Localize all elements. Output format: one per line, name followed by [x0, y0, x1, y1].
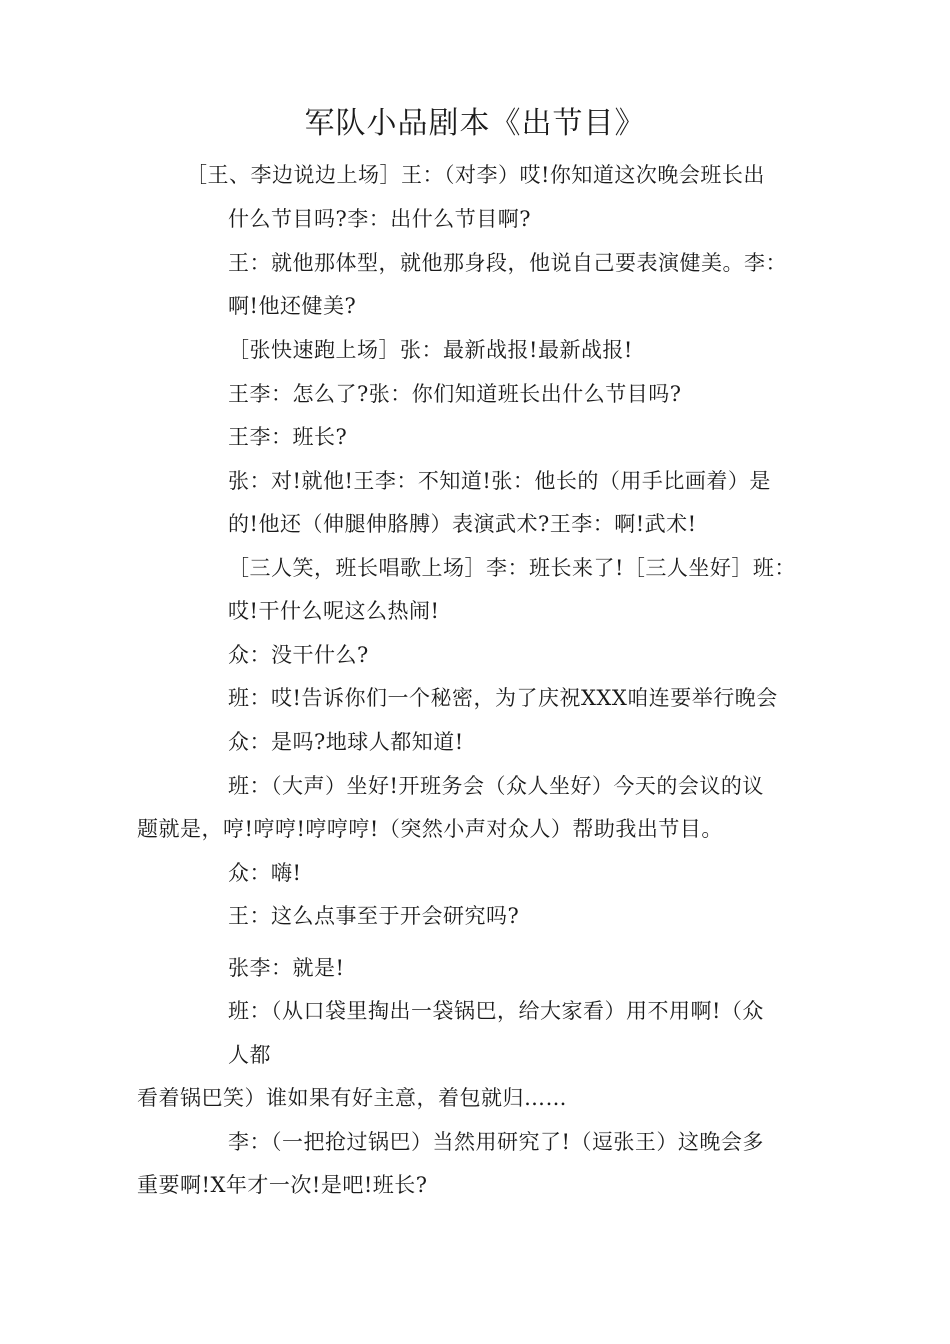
script-line: 王：这么点事至于开会研究吗? — [228, 904, 520, 928]
script-line: 张：对!就他!王李：不知道!张：他长的（用手比画着）是 — [228, 469, 771, 493]
script-line: 王：就他那体型，就他那身段，他说自己要表演健美。李： — [228, 251, 787, 275]
script-line: 众：嗨! — [228, 861, 302, 885]
script-line: 众：没干什么? — [228, 643, 369, 667]
script-line: 李：（一把抢过锅巴）当然用研究了!（逗张王）这晚会多 — [228, 1130, 764, 1154]
script-line: 什么节目吗?李：出什么节目啊? — [228, 207, 532, 231]
script-line: 班：（从口袋里掏出一袋锅巴，给大家看）用不用啊!（众 — [228, 999, 764, 1023]
script-line: 班：（大声）坐好!开班务会（众人坐好）今天的会议的议 — [228, 774, 764, 798]
script-line: ［三人笑，班长唱歌上场］李：班长来了!［三人坐好］班： — [228, 556, 796, 580]
script-line: ［王、李边说边上场］王：（对李）哎!你知道这次晚会班长出 — [186, 163, 765, 187]
script-line: 的!他还（伸腿伸胳膊）表演武术?王李：啊!武术! — [228, 512, 697, 536]
script-line: 王李：怎么了?张：你们知道班长出什么节目吗? — [228, 382, 682, 406]
script-line: 班：哎!告诉你们一个秘密，为了庆祝XXX咱连要举行晚会 — [228, 686, 778, 710]
script-line: 人都 — [228, 1043, 271, 1067]
script-line: 王李：班长? — [228, 425, 348, 449]
script-line: 题就是，哼!哼哼!哼哼哼!（突然小声对众人）帮助我出节目。 — [137, 817, 723, 841]
script-line: 看着锅巴笑）谁如果有好主意，着包就归…… — [137, 1086, 567, 1110]
script-line: 哎!干什么呢这么热闹! — [228, 599, 440, 623]
script-line: 众：是吗?地球人都知道! — [228, 730, 464, 754]
script-line: 张李：就是! — [228, 956, 345, 980]
page-title: 军队小品剧本《出节目》 — [304, 106, 646, 141]
script-line: 啊!他还健美? — [228, 294, 357, 318]
script-line: ［张快速跑上场］张：最新战报!最新战报! — [228, 338, 633, 362]
script-line: 重要啊!X年才一次!是吧!班长? — [137, 1173, 428, 1197]
